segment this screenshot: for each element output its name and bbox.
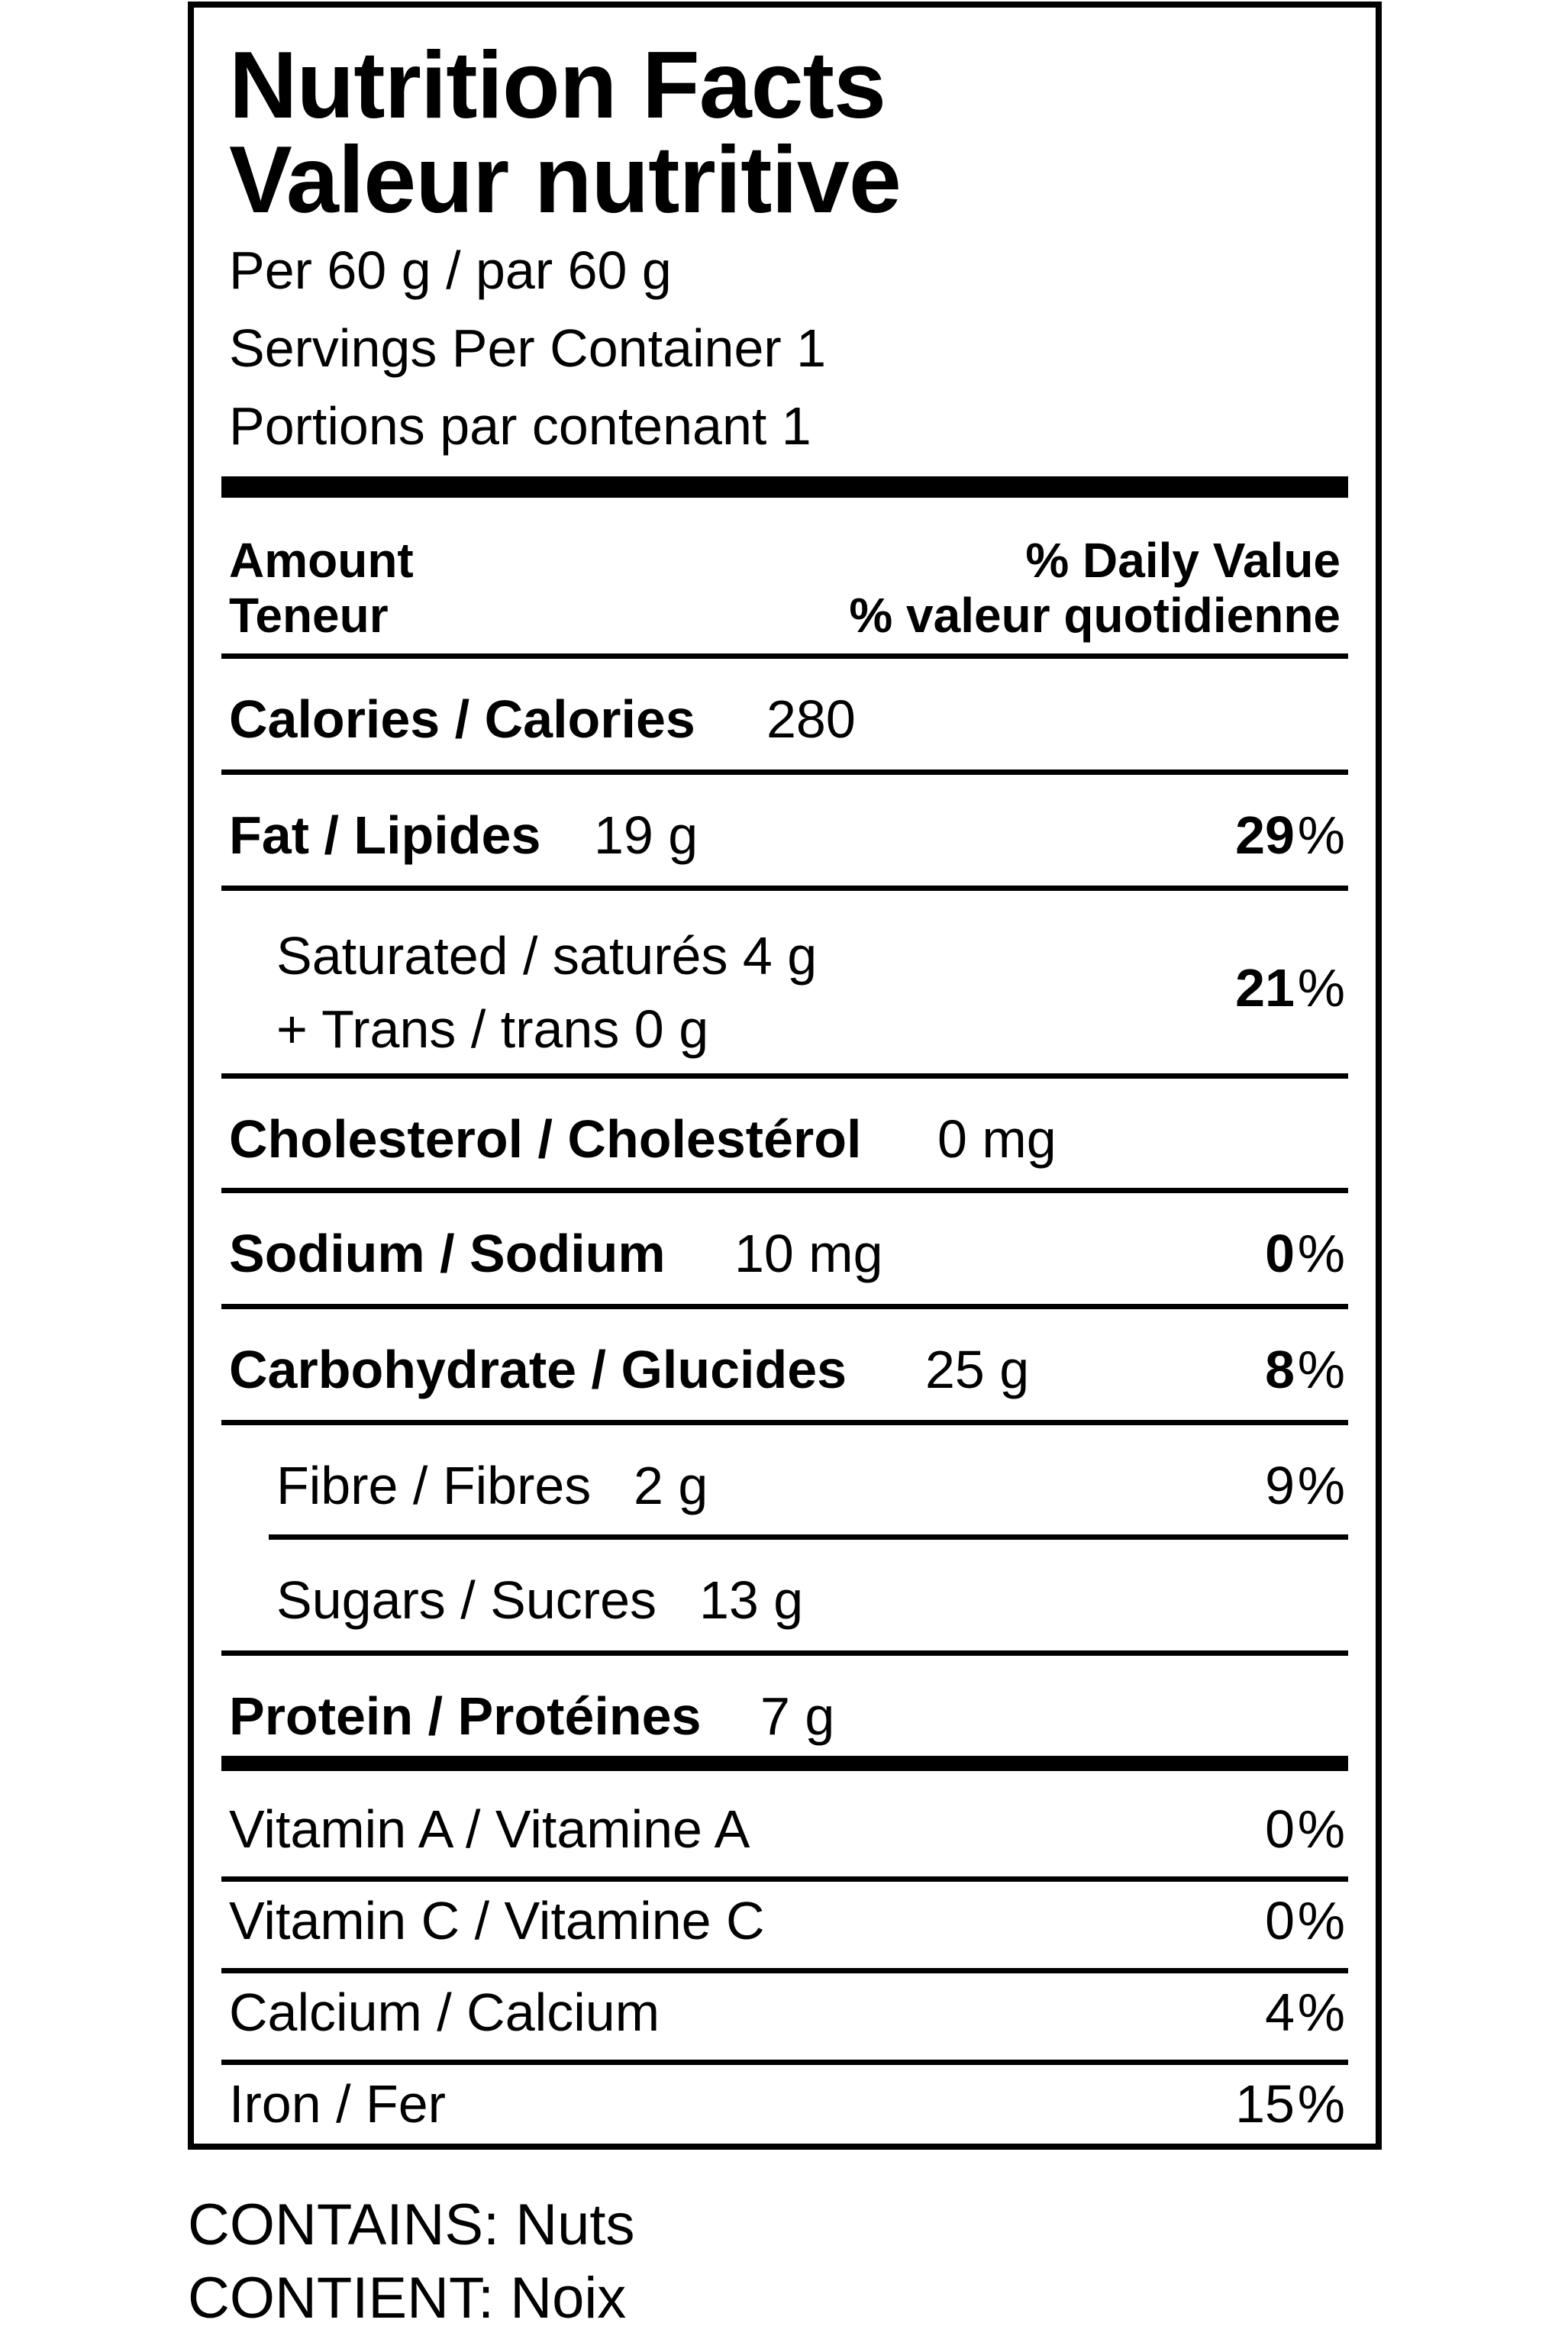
cholesterol-amount: 0 mg <box>937 1109 1057 1169</box>
divider <box>221 653 1348 659</box>
divider <box>221 1188 1348 1193</box>
carbohydrate-daily-value: 8 <box>1265 1340 1295 1399</box>
iron-label: Iron / Fer <box>229 2074 446 2134</box>
fibre-amount: 2 g <box>634 1456 708 1515</box>
percent-sign: % <box>1297 805 1345 865</box>
percent-sign: % <box>1297 1456 1345 1515</box>
percent-sign: % <box>1297 958 1345 1018</box>
protein-amount: 7 g <box>760 1686 835 1746</box>
calcium-label: Calcium / Calcium <box>229 1983 660 2042</box>
sodium-label: Sodium / Sodium <box>229 1224 666 1283</box>
vitamin-c-label: Vitamin C / Vitamine C <box>229 1891 765 1950</box>
divider <box>221 769 1348 775</box>
percent-sign: % <box>1297 1891 1345 1950</box>
allergen-statement-french: CONTIENT: Noix <box>188 2266 627 2331</box>
fat-amount: 19 g <box>594 805 699 865</box>
iron-daily-value: 15 <box>1235 2074 1295 2134</box>
thick-divider-vitamins <box>221 1756 1348 1771</box>
carbohydrate-label: Carbohydrate / Glucides <box>229 1340 847 1399</box>
daily-value-header-english: % Daily Value <box>1025 533 1341 588</box>
fibre-label: Fibre / Fibres <box>276 1456 592 1515</box>
percent-sign: % <box>1297 1799 1345 1859</box>
allergen-statement-english: CONTAINS: Nuts <box>188 2192 635 2257</box>
daily-value-header-french: % valeur quotidienne <box>849 588 1341 643</box>
servings-per-container-english: Servings Per Container 1 <box>229 318 827 378</box>
divider <box>221 1304 1348 1309</box>
divider <box>221 1073 1348 1079</box>
divider <box>221 2060 1348 2065</box>
servings-per-container-french: Portions par contenant 1 <box>229 396 811 456</box>
trans-label: + Trans / trans 0 g <box>276 999 709 1059</box>
sugars-amount: 13 g <box>699 1570 804 1630</box>
amount-header-english: Amount <box>229 533 414 588</box>
fibre-daily-value: 9 <box>1265 1456 1295 1515</box>
calcium-daily-value: 4 <box>1265 1983 1295 2042</box>
sodium-daily-value: 0 <box>1265 1224 1295 1283</box>
nutrition-facts-panel <box>188 2 1382 2150</box>
saturated-trans-daily-value: 21 <box>1235 958 1295 1018</box>
protein-label: Protein / Protéines <box>229 1686 702 1746</box>
amount-header-french: Teneur <box>229 588 389 643</box>
divider <box>221 1876 1348 1882</box>
sodium-amount: 10 mg <box>734 1224 883 1283</box>
divider <box>221 1968 1348 1973</box>
carbohydrate-amount: 25 g <box>925 1340 1030 1399</box>
cholesterol-label: Cholesterol / Cholestérol <box>229 1109 862 1169</box>
divider <box>221 886 1348 891</box>
divider <box>221 1420 1348 1425</box>
fat-daily-value: 29 <box>1235 805 1295 865</box>
vitamin-a-label: Vitamin A / Vitamine A <box>229 1799 750 1859</box>
vitamin-c-daily-value: 0 <box>1265 1891 1295 1950</box>
title-french: Valeur nutritive <box>229 127 901 233</box>
calories-label: Calories / Calories <box>229 689 695 749</box>
percent-sign: % <box>1297 1983 1345 2042</box>
calories-amount: 280 <box>766 689 856 749</box>
saturated-label: Saturated / saturés 4 g <box>276 926 818 986</box>
sugars-label: Sugars / Sucres <box>276 1570 657 1630</box>
vitamin-a-daily-value: 0 <box>1265 1799 1295 1859</box>
percent-sign: % <box>1297 2074 1345 2134</box>
divider-indented <box>269 1534 1348 1540</box>
divider <box>221 1650 1348 1656</box>
serving-size: Per 60 g / par 60 g <box>229 240 672 300</box>
fat-label: Fat / Lipides <box>229 805 541 865</box>
thick-divider-top <box>221 476 1348 498</box>
title-english: Nutrition Facts <box>229 33 886 138</box>
percent-sign: % <box>1297 1340 1345 1399</box>
percent-sign: % <box>1297 1224 1345 1283</box>
